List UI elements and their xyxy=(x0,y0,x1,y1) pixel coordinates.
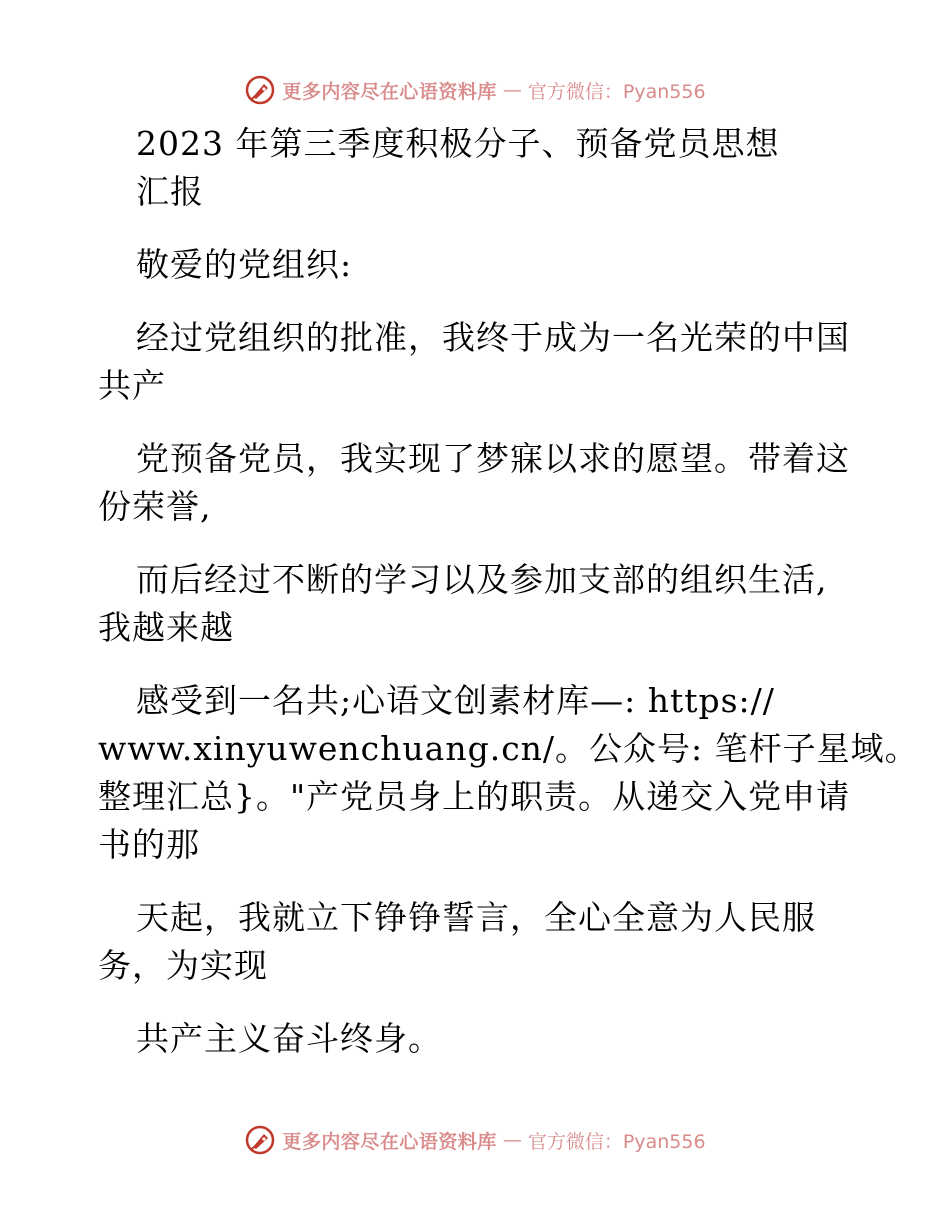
watermark-dash: — xyxy=(502,1129,522,1151)
paragraph-line: 书的那 xyxy=(98,825,200,864)
paragraph-line: 整理汇总}。"产党员身上的职责。从递交入党申请 xyxy=(98,777,851,816)
paragraph-line: 而后经过不断的学习以及参加支部的组织生活, xyxy=(136,560,828,599)
paragraph-line: 天起，我就立下铮铮誓言，全心全意为人民服 xyxy=(136,898,816,937)
salutation: 敬爱的党组织: xyxy=(136,245,353,284)
watermark-official: 官方微信：Pyan556 xyxy=(527,1130,706,1153)
pen-nib-logo-icon xyxy=(244,74,276,106)
watermark-dash: — xyxy=(502,79,522,101)
paragraph-line: 经过党组织的批准，我终于成为一名光荣的中国 xyxy=(136,318,850,357)
paragraph-line: 务，为实现 xyxy=(98,946,268,985)
header-watermark xyxy=(0,70,950,110)
document-title-line-1: 2023 年第三季度积极分子、预备党员思想 xyxy=(136,124,780,163)
paragraph-line: 我越来越 xyxy=(98,608,234,647)
document-title-line-2: 汇报 xyxy=(136,172,204,211)
paragraph-line: 共产主义奋斗终身。 xyxy=(136,1019,442,1058)
document-body xyxy=(98,120,919,1063)
watermark-official: 官方微信：Pyan556 xyxy=(527,80,706,103)
pen-nib-logo-icon xyxy=(244,1124,276,1156)
watermark-brand: 更多内容尽在心语资料库 xyxy=(282,1130,497,1153)
footer-watermark xyxy=(0,1120,950,1160)
watermark-brand: 更多内容尽在心语资料库 xyxy=(282,80,497,103)
paragraph-line: 共产 xyxy=(98,366,166,405)
paragraph-line: 份荣誉, xyxy=(98,487,212,526)
paragraph-line: www.xinyuwenchuang.cn/。公众号: 笔杆子星域。 xyxy=(98,729,919,768)
paragraph-line: 感受到一名共;心语文创素材库—: https:// xyxy=(136,681,775,720)
paragraph-line: 党预备党员，我实现了梦寐以求的愿望。带着这 xyxy=(136,439,850,478)
